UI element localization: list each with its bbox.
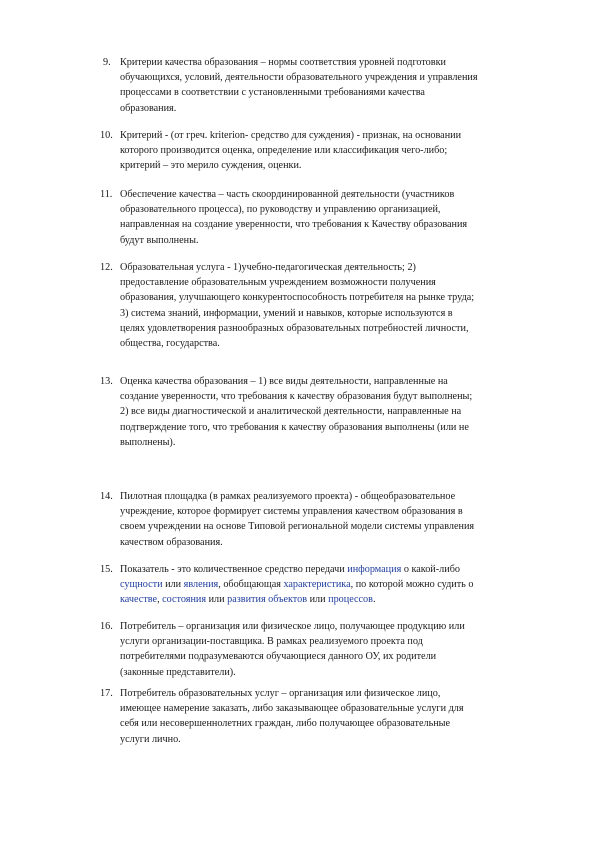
text-line: 2) все виды диагностической и аналитической деятельности, направленные на [120,406,462,418]
list-item-16 [100,619,543,680]
item-number: 11. [100,189,113,200]
link-harakteristika[interactable]: характеристика [283,579,351,591]
item-number: 10. [100,130,113,141]
text-segment: о какой-либо [401,564,460,575]
text-line: направленная на создание уверенности, что требования к Качеству образования [120,219,468,231]
text-line: своем учреждении на основе Типовой региональной модели системы управления [120,521,475,533]
list-item-12 [100,260,543,351]
item-text [120,489,543,550]
item-text [120,619,543,680]
text-segment: , по которой можно судить о [350,579,474,591]
link-kachestve[interactable]: качестве [120,594,158,606]
list-item-17 [100,686,543,747]
text-segment: или [206,594,228,606]
item-number: 9. [103,57,111,68]
item-text [120,187,543,248]
list-item-13 [100,374,543,450]
text-line: потребителями подразумеваются обучающиеся данного ОУ, их родители [120,651,437,663]
item-text [120,562,543,608]
item-text [120,260,543,351]
link-sushchnosti[interactable]: сущности [120,579,163,591]
text-line: целях удовлетворения разнообразных образовательных потребностей личности, [120,322,469,334]
item-text [120,374,543,450]
text-line: Критерии качества образования – нормы соответствия уровней подготовки [120,57,446,68]
text-line: качеством образования. [120,536,223,548]
text-line: себя или несовершеннолетних граждан, либо получающее образовательные [120,718,451,730]
item-number: 12. [100,262,113,273]
text-line: учреждение, которое формирует системы управления качеством образования в [120,506,463,518]
text-line: образовательного процесса), по руководству и управлению организацией, [120,204,441,216]
text-line: Пилотная площадка (в рамках реализуемого проекта) - общеобразовательное [120,491,456,502]
text-line: критерий – это мерило суждения, оценки. [120,160,302,172]
link-processov[interactable]: процессов [328,594,373,606]
link-informaciya[interactable]: информация [347,564,402,575]
text-line: (законные представители). [120,666,236,678]
text-line: Потребитель образовательных услуг – организация или физическое лицо, [120,688,441,699]
item-number: 15. [100,564,113,575]
link-sostoyaniya[interactable]: состояния [162,594,207,606]
text-line: которого производится оценка, определение или классификация чего-либо; [120,145,448,157]
text-line: общества, государства. [120,338,220,350]
link-yavleniya[interactable]: явления [183,579,219,591]
text-line: 3) система знаний, информации, умений и навыков, которые используются в [120,307,453,319]
item-text [120,686,543,747]
text-line: образования. [120,102,177,114]
text-line: имеющее намерение заказать, либо заказывающее образовательные услуги для [120,703,464,715]
text-line [120,592,543,607]
item-number: 16. [100,621,113,632]
text-segment: , обобщающая [218,579,284,591]
text-line: подтверждение того, что требования к качеству образования выполнены (или не [120,421,469,433]
list-item-11 [100,187,543,248]
text-line [120,562,543,577]
text-line: услуги организации-поставщика. В рамках реализуемого проекта под [120,636,423,648]
list-item-9 [103,55,543,116]
text-line: услуги лично. [120,733,181,745]
list-item-15 [100,562,543,608]
text-line: Критерий - (от греч. kriterion- средство для суждения) - признак, на основании [120,130,462,141]
text-line: образования, улучшающего конкурентоспособность потребителя на рынке труда; [120,292,475,304]
text-segment: , [157,594,163,606]
text-line: Потребитель – организация или физическое лицо, получающее продукцию или [120,621,465,632]
text-line: Оценка качества образования – 1) все виды деятельности, направленные на [120,376,448,387]
list-item-10 [100,128,543,174]
item-number: 13. [100,376,113,387]
text-line: создание уверенности, что требования к качеству образования будут выполнены; [120,391,473,403]
text-line: будут выполнены. [120,234,199,246]
text-segment: или [307,594,329,606]
item-text [120,55,543,116]
text-line: процессами в соответствии с установленными требованиями качества [120,87,425,99]
text-line: обучающихся, условий, деятельности образовательного учреждения и управления [120,72,478,84]
text-line: Образовательная услуга - 1)учебно-педагогическая деятельность; 2) [120,262,416,273]
item-number: 14. [100,491,113,502]
text-segment: Показатель - это количественное средство передачи [120,564,348,575]
text-line [120,577,543,592]
text-line: выполнены). [120,436,176,448]
text-line: Обеспечение качества – часть скоординированной деятельности (участников [120,189,455,200]
item-number: 17. [100,688,113,699]
text-line: предоставление образовательным учреждением возможности получения [120,277,436,289]
text-segment: . [372,594,376,606]
item-text [120,128,543,174]
text-segment: или [162,579,184,591]
list-item-14 [100,489,543,550]
link-razvitiya-obektov[interactable]: развития объектов [227,594,308,606]
